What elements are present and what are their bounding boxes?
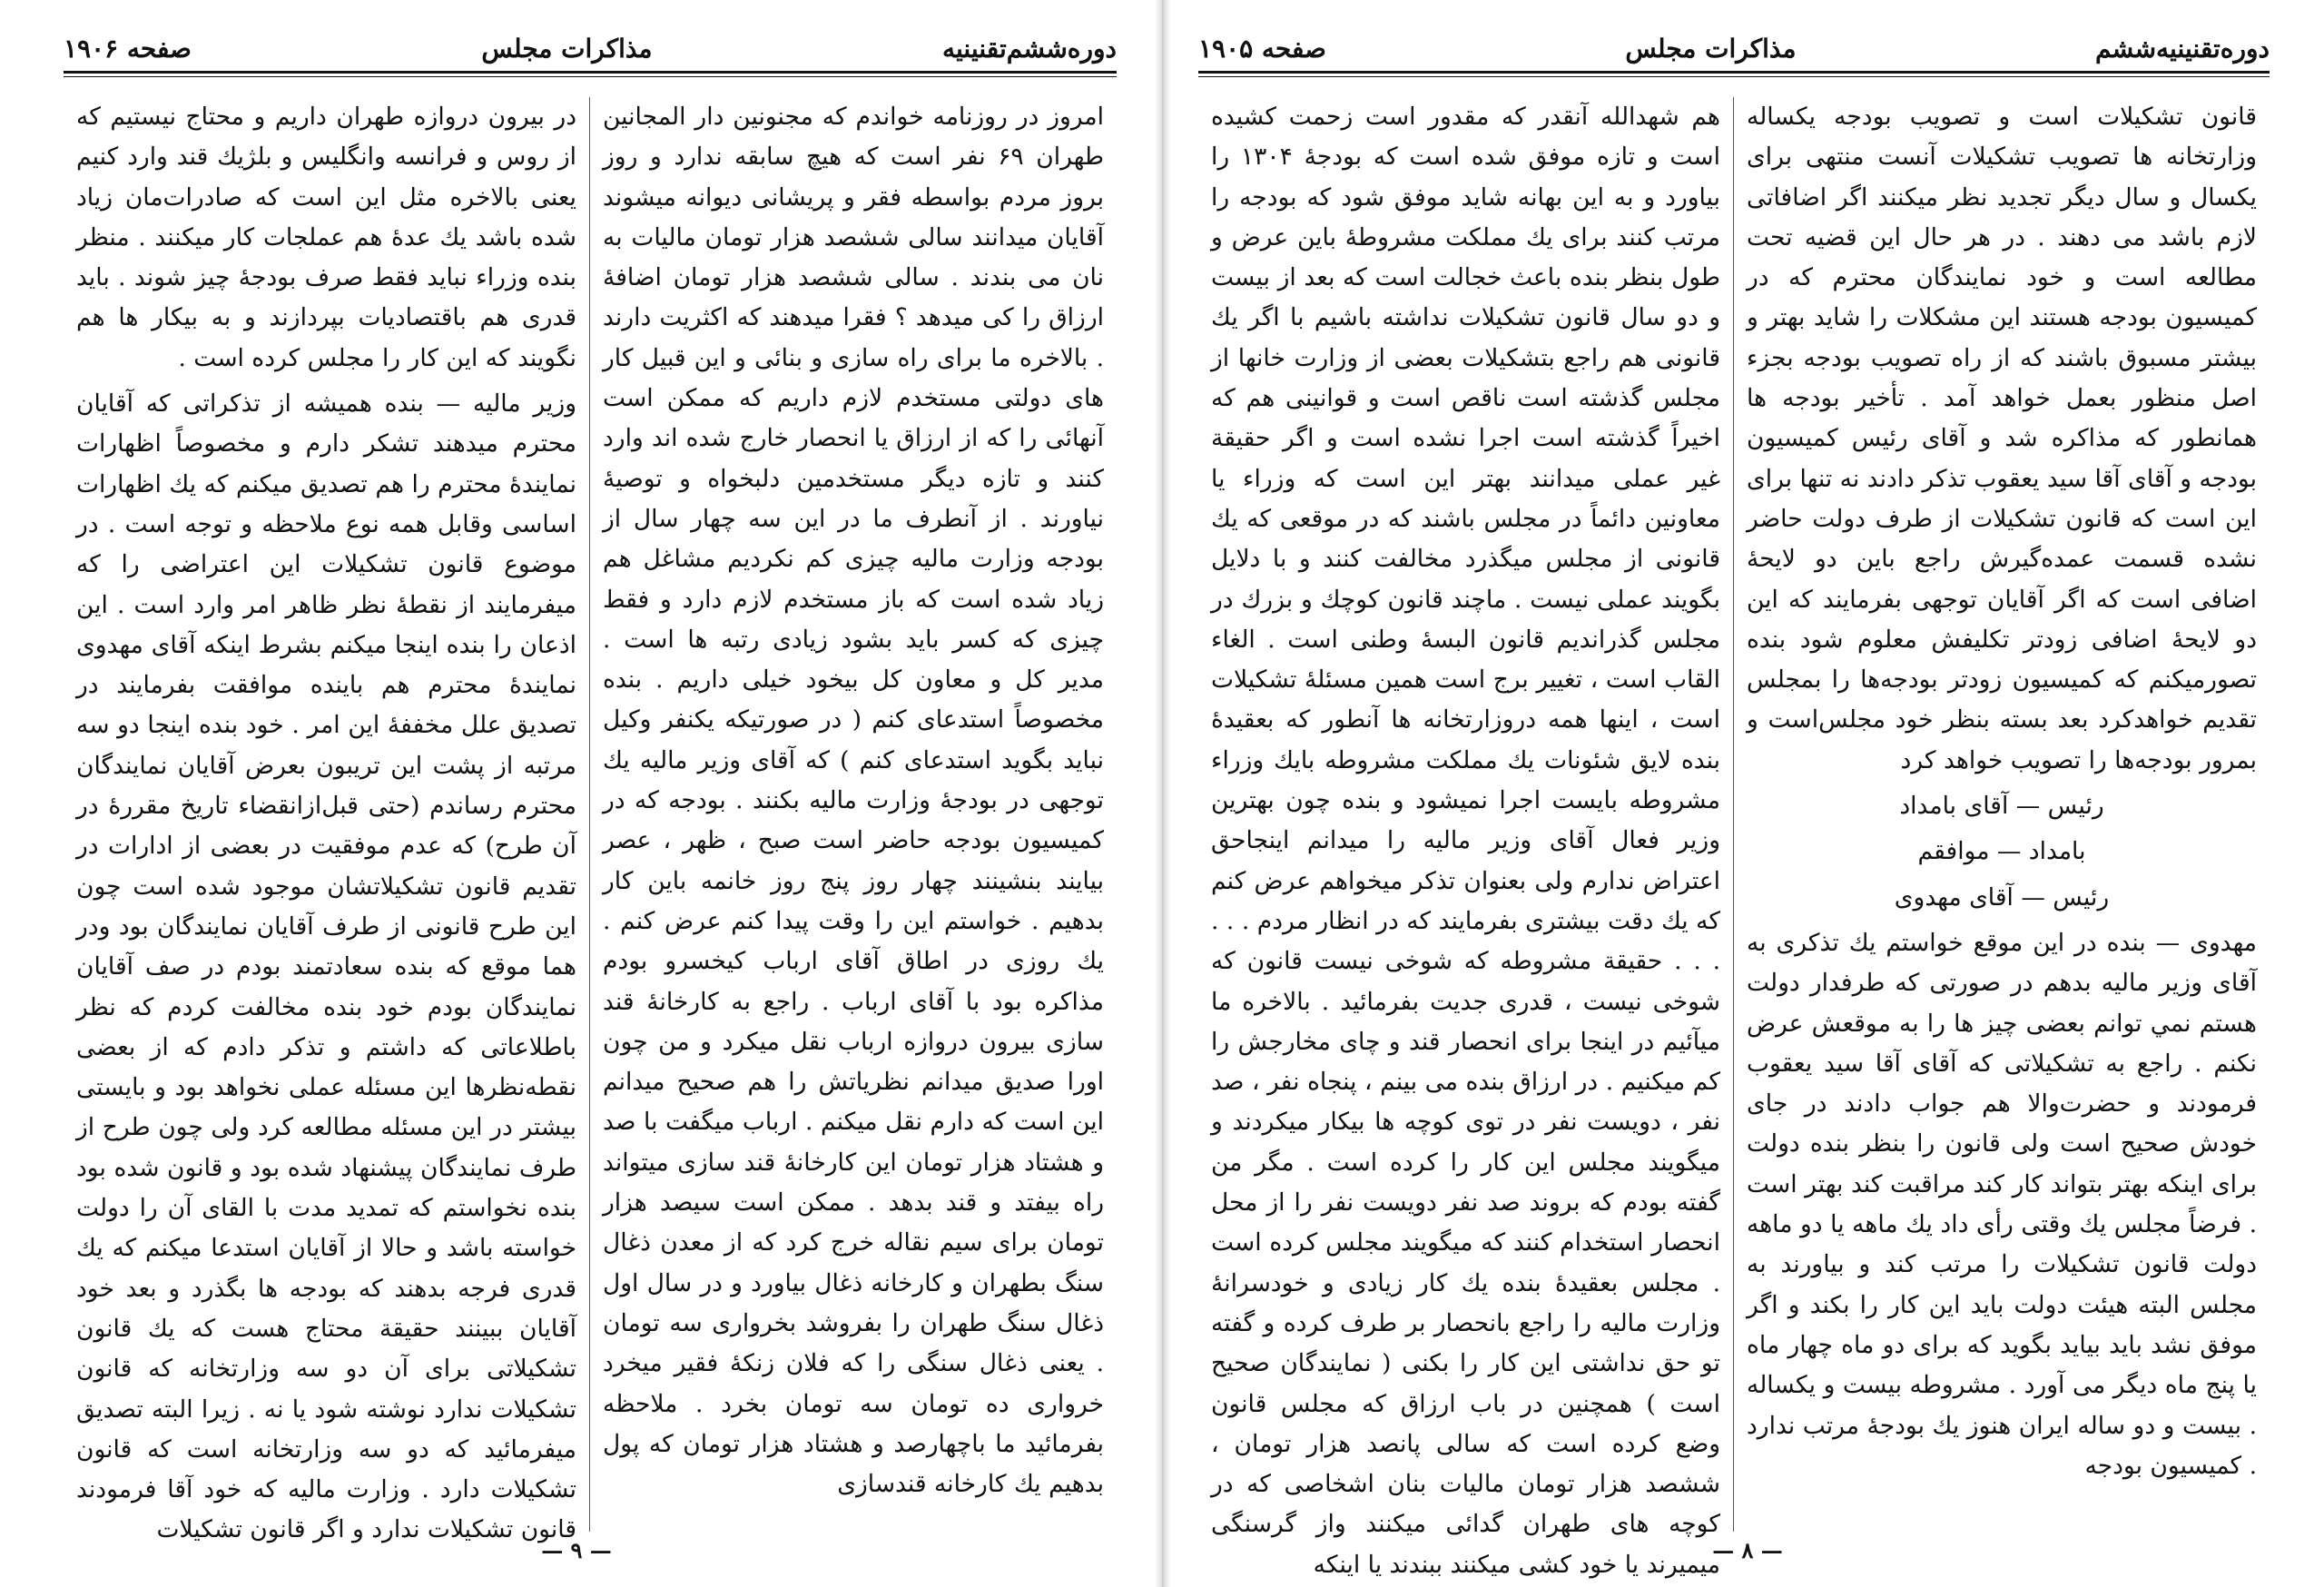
page-footer-number: — ۸ — (1712, 1537, 1783, 1563)
column-left (1198, 97, 1734, 1579)
right-page (1171, 0, 2324, 1587)
page-header (64, 27, 1117, 64)
column-right (1734, 97, 2270, 1532)
paragraph: قانون تشکیلات است و تصویب بودجه یکساله وزارتخانه ها تصویب تشکیلات آنست منتهی برای یکسال و سال دیگر تجدید نظر میکنند اگر اضافاتی لازم باشد می دهند . در هر حال این قضیه تحت مطالعه است و خود نمایندگان محترم که در کمیسیون بودجه هستند این مشکلات را شاید بهتر و بیشتر مسبوق باشند که از راه تصویب بودجه بجزء اصل منظور بعمل خواهد آمد . تأخیر بودجه ها همانطور که مذاکره شد و آقای رئیس کمیسیون بودجه و آقای آقا سید یعقوب تذکر دادند نه تنها برای این است که قانون تشکیلات از طرف دولت حاضر نشده قسمت عمده‌گیرش راجع باین دو لایحهٔ اضافی است که اگر آقایان توجهی بفرمایند که این دو لایحهٔ اضافی زودتر تکلیفش معلوم شود بنده تصورمیکنم که کمیسیون زودتر بودجه‌ها را بمجلس تقدیم خواهدکرد بعد بسته بنظر خود مجلس‌است و بمرور بودجه‌ها را تصویب خواهد کرد (1747, 103, 2257, 774)
page-number: صفحه ۱۹۰۵ (1198, 34, 1326, 64)
speaker-line: رئیس — آقای مهدوی (1894, 882, 2110, 912)
text-columns (1198, 97, 2270, 1579)
left-page (0, 0, 1153, 1587)
paragraph: هم شهدالله آنقدر که مقدور است زحمت کشیده است و تازه موفق شده است که بودجهٔ ۱۳۰۴ را بیاورد و به این بهانه شاید موفق شود که بودجه را مرتب کنند برای یك مملکت مشروطهٔ باین عرض و طول بنظر بنده باعث خجالت است که بعد از بیست و دو سال قانون تشکیلات نداشته باشیم با اگر یك قانونی هم راجع بتشکیلات بعضی از وزارت خانها از مجلس گذشته است ناقص است و قوانینی هم که اخیراً گذشته است اجرا نشده است و اگر حقیقة غیر عملی میدانند بهتر این است که وزراء یا معاونین دائماً در مجلس باشند که در موقعی که یك قانونی از مجلس میگذرد مخالفت کنند و با دلایل بگویند عملی نیست . ماچند قانون کوچك و بزرك در مجلس گذراندیم قانون البسهٔ وطنی است . الغاء القاب است ، تغییر برج است همین مسئلهٔ تشکیلات است ، اینها همه دروزارتخانه ها آنطور که بعقیدهٔ بنده لایق شئونات یك مملکت مشروطه بایك وزراء مشروطه بایست اجرا نمیشود و بنده چون بهترین وزیر فعال آقای وزیر مالیه را میدانم اینجاحق اعتراض ندارم ولی بعنوان تذکر میخواهم عرض کنم که یك دقت بیشتری بفرمایند که در انظار مردم . . . . . . حقیقة مشروطه که شوخی نیست قانون که شوخی نیست ، قدری جدیت بفرمائید . بالاخره ما میآئیم در اینجا برای انحصار قند و چای مخارجش را کم میکنیم . در ارزاق بنده می بینم ، پنجاه نفر ، صد نفر ، دویست نفر در توی کوچه ها بیکار میکردند و میگویند مجلس این کار را کرده است . مگر من گفته بودم که بروند صد نفر دویست نفر را از محل انحصار استخدام کنند که میگویند مجلس کرده است . مجلس بعقیدهٔ بنده یك کار زیادی و خودسرانهٔ وزارت مالیه را راجع بانحصار بر طرف کرده و گفته تو حق نداشتی این کار را بکنی ( نمایندگان صحیح است ) همچنین در باب ارزاق که مجلس قانون وضع کرده است که سالی پانصد هزار تومان ، ششصد هزار تومان مالیات بنان اشخاصی که در کوچه های طهران گدائی میکنند واز گرسنگی میمیرند یا خود کشی میکنند ببندند یا اینکه (1211, 103, 1720, 1579)
speaker-line: بامداد — موافقم (1917, 837, 2086, 866)
text-columns (64, 97, 1117, 1544)
page-header (1198, 27, 2270, 64)
paragraph: وزیر مالیه — بنده همیشه از تذکراتی که آقایان محترم میدهند تشکر دارم و مخصوصاً اظهارات نمایندهٔ محترم را هم تصدیق میکنم که یك اظهارات اساسی وقابل همه نوع ملاحظه و توجه است . در موضوع قانون تشکیلات این اعتراضی را که میفرمایند از نقطهٔ نظر ظاهر امر وارد است . این اذعان را بنده اینجا میکنم بشرط اینکه آقای مهدوی نمایندهٔ محترم هم باینده موافقت بفرمایند در تصدیق علل مخففهٔ این امر . خود بنده اینجا دو سه مرتبه از پشت این تریبون بعرض آقایان نمایندگان محترم رساندم (حتی قبل‌از‌انقضاء تاریخ مقررهٔ در آن طرح) که عدم موفقیت در بعضی از ادارات در تقدیم قانون تشکیلاتشان موجود شده است چون این طرح قانونی از طرف آقایان نمایندگان بود ودر هما موقع که بنده سعادتمند بودم در صف آقایان نمایندگان بودم خود بنده مخالفت کردم که نظر باطلاعاتی که داشتم و تذکر دادم که از بعضی نقطه‌نظرها این مسئله عملی نخواهد بود و بایستی بیشتر در این مسئله مطالعه کرد ولی چون طرح از طرف نمایندگان پیشنهاد شده بود و قانون شده بود بنده نخواستم که تمدید مدت با القای آن را دولت خواسته باشد و حالا از آقایان استدعا میکنم که یك قدری فرجه بدهند که بودجه ها بگذرد و بعد خود آقایان ببینند حقیقة محتاج هست که یك قانون تشکیلاتی برای آن دو سه وزارتخانه که قانون تشکیلات ندارد نوشته شود یا نه . زیرا البته تصدیق میفرمائید که دو سه وزارتخانه است که قانون تشکیلات دارد . وزارت مالیه که خود آقا فرمودند قانون تشکیلات ندارد و اگر قانون تشکیلات (76, 389, 576, 1544)
page-number: صفحه ۱۹۰۶ (64, 34, 192, 64)
running-head-title: مذاکرات مجلس (481, 34, 653, 64)
header-rule (64, 71, 1117, 77)
column-right (590, 97, 1117, 1532)
paragraph: در بیرون دروازه طهران داریم و محتاج نیستیم که از روس و فرانسه وانگلیس و بلژیك قند وارد کنیم یعنی بالاخره مثل این است که صادرات‌مان زیاد شده باشد یك عدهٔ هم عملجات کار میکنند . منظر بنده وزراء نباید فقط صرف بودجهٔ چیز شوند . باید قدری هم باقتصادیات بپردازند و به بیکار ها هم نگویند که این کار را مجلس کرده است . (76, 103, 576, 372)
running-head-session: دوره‌ششم‌تقنینیه (941, 34, 1117, 64)
page-footer-number: — ۹ — (541, 1537, 612, 1563)
running-head-title: مذاکرات مجلس (1625, 34, 1797, 64)
paragraph: مهدوی — بنده در این موقع خواستم یك تذکری به آقای وزیر مالیه بدهم در صورتی که طرفدار دولت هستم نمي توانم بعضی چیز ها را به موقعش عرض نکنم . راجع به تشکیلاتی که آقای آقا سید یعقوب فرمودند و حضرت‌والا هم جواب دادند در جای خودش صحیح است ولی قانون را بنظر بنده دولت برای اینکه بهتر بتواند کار کند مراقبت کند بهتر است . فرضاً مجلس یك وقتی رأی داد یك ماهه یا دو ماهه دولت قانون تشکیلات را مرتب کند و بیاورند به مجلس البته هیئت دولت باید این کار را بکند و اگر موفق نشد باید بیاید بگوید که برای دو ماه چهار ماه یا پنج ماه دیگر می آورد . مشروطه بیست و یکساله . بیست و دو ساله ایران هنوز یك بودجهٔ مرتب ندارد . کمیسیون بودجه (1747, 928, 2257, 1480)
header-rule (1198, 71, 2270, 77)
column-left (64, 97, 590, 1544)
book-gutter (1155, 0, 1171, 1587)
speaker-line: رئیس — آقای بامداد (1899, 792, 2104, 821)
running-head-session: دوره‌تقنینیه‌ششم (2094, 34, 2270, 64)
paragraph: امروز در روزنامه خواندم که مجنونین دار المجانین طهران ۶۹ نفر است که هیچ سابقه ندارد و روز بروز مردم بواسطه فقر و پریشانی دیوانه میشوند آقایان میدانند سالی ششصد هزار تومان مالیات به نان می بندند . سالی ششصد هزار تومان اضافهٔ ارزاق را کی میدهد ؟ فقرا میدهند که اکثریت دارند . بالاخره ما برای راه سازی و بنائی و این قبیل کار های دولتی مستخدم لازم داریم که ممکن است آنهائی را که از ارزاق یا انحصار خارج شده اند وارد کنند و تازه دیگر مستخدمین دلبخواه و توصیهٔ نیاورند . از آنطرف ما در این سه چهار سال از بودجه وزارت مالیه چیزی کم نکردیم مشاغل هم زیاد شده است که باز مستخدم لازم دارد و فقط چیزی که کسر باید بشود زیادی رتبه ها است . مدیر کل و معاون کل بیخود خیلی داریم . بنده مخصوصاً استدعای کنم ( در صورتیکه یکنفر وکیل نباید بگوید استدعای کنم ) که آقای وزیر مالیه یك توجهی در بودجهٔ وزارت مالیه بکنند . بودجه که در کمیسیون بودجه حاضر است صبح ، ظهر ، عصر بیایند بنشینند چهار روز پنج روز خانمه باین کار بدهیم . خواستم این را وقت پیدا کنم عرض کنم . یك روزی در اطاق آقای ارباب کیخسرو بودم مذاکره بود با آقای ارباب . راجع به کارخانهٔ قند سازی بیرون دروازه ارباب نقل میکرد و من چون اورا صدیق میدانم نظریاتش را هم صحیح میدانم این است که دارم نقل میکنم . ارباب میگفت با صد و هشتاد هزار تومان این کارخانهٔ قند سازی میتواند راه بیفتد و قند بدهد . ممکن است سیصد هزار تومان برای سیم نقاله خرج کرد که از معدن ذغال سنگ بطهران و کارخانه ذغال بیاورد و در سال اول ذغال سنگ طهران را بفروشد بخرواری سه تومان . یعنی ذغال سنگی را که فلان زنکهٔ فقیر میخرد خرواری ده تومان سه تومان بخرد . ملاحظه بفرمائید ما باچهارصد و هشتاد هزار تومان که پول بدهیم یك کارخانه قندسازی (603, 103, 1104, 1499)
